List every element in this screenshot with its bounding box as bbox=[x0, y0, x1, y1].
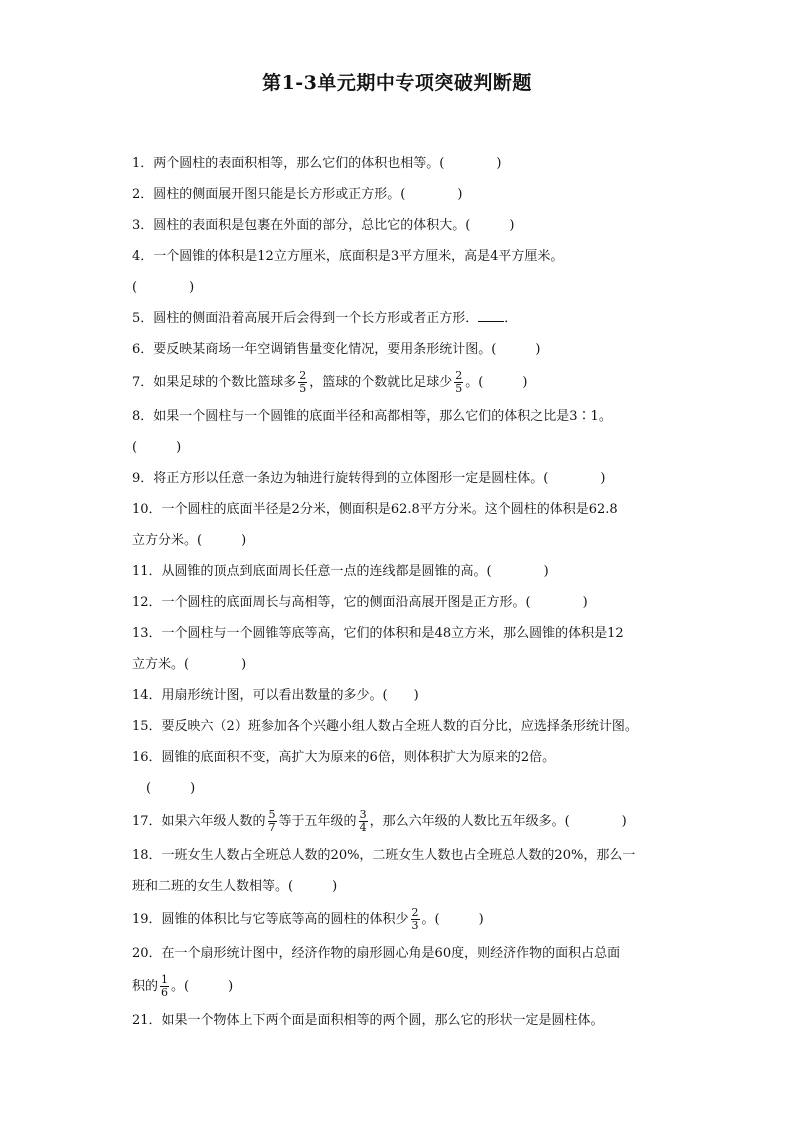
question-15: 15．要反映六（2）班参加各个兴趣小组人数占全班人数的百分比，应选择条形统计图。 bbox=[132, 719, 638, 734]
question-14: 14．用扇形统计图，可以看出数量的多少。( ) bbox=[132, 688, 419, 703]
question-17 bbox=[132, 804, 664, 840]
question-3: 3．圆柱的表面积是包裹在外面的部分，总比它的体积大。( ) bbox=[132, 218, 515, 233]
question-21: 21．如果一个物体上下两个面是面积相等的两个圆，那么它的形状一定是圆柱体。 bbox=[132, 1013, 604, 1028]
question-5-text: 5．圆柱的侧面沿着高展开后会得到一个长方形或者正方形． bbox=[132, 311, 479, 326]
fraction-numerator: 2 bbox=[455, 369, 463, 382]
answer-blank bbox=[478, 311, 504, 322]
question-4: 4．一个圆锥的体积是12立方厘米，底面积是3平方厘米，高是4平方厘米。 bbox=[132, 249, 564, 264]
fraction-numerator: 1 bbox=[161, 973, 169, 986]
question-13-cont: 立方米。( ) bbox=[132, 657, 247, 672]
question-5-end: ． bbox=[504, 311, 518, 326]
fraction-denominator: 5 bbox=[299, 382, 307, 395]
question-18-cont: 班和二班的女生人数相等。( ) bbox=[132, 879, 338, 894]
fraction bbox=[268, 809, 277, 834]
question-7-text-c: 。( ) bbox=[465, 375, 528, 390]
question-16-answer: ( ) bbox=[146, 781, 196, 796]
page-title: 第1-3单元期中专项突破判断题 bbox=[262, 72, 532, 94]
fraction-numerator: 5 bbox=[268, 808, 276, 821]
question-17-text-a: 17．如果六年级人数的 bbox=[132, 814, 266, 829]
question-19-text-b: 。( ) bbox=[421, 912, 484, 927]
fraction bbox=[411, 907, 420, 932]
question-20-text-b: 积的 bbox=[132, 979, 159, 994]
question-10: 10．一个圆柱的底面半径是2分米，侧面积是62.8平方分米。这个圆柱的体积是62.8 bbox=[132, 502, 618, 517]
question-18: 18．一班女生人数占全班总人数的20%，二班女生人数也占全班总人数的20%，那么一 bbox=[132, 848, 636, 863]
fraction bbox=[160, 974, 169, 999]
question-16: 16．圆锥的底面积不变，高扩大为原来的6倍，则体积扩大为原来的2倍。 bbox=[132, 750, 556, 765]
question-19-text-a: 19．圆锥的体积比与它等底等高的圆柱的体积少 bbox=[132, 912, 409, 927]
question-20-text-c: 。( ) bbox=[171, 979, 234, 994]
question-13: 13．一个圆柱与一个圆锥等底等高，它们的体积和是48立方米，那么圆锥的体积是12 bbox=[132, 626, 624, 641]
fraction-denominator: 3 bbox=[411, 919, 419, 932]
question-17-text-b: 等于五年级的 bbox=[278, 814, 357, 829]
question-20: 20．在一个扇形统计图中，经济作物的扇形圆心角是60度，则经济作物的面积占总面 bbox=[132, 946, 621, 961]
question-7 bbox=[132, 365, 664, 401]
question-8-answer: ( ) bbox=[132, 440, 182, 455]
question-20-cont bbox=[132, 969, 664, 1005]
fraction-denominator: 5 bbox=[455, 382, 463, 395]
question-7-text-a: 7．如果足球的个数比篮球多 bbox=[132, 375, 297, 390]
fraction-numerator: 3 bbox=[359, 808, 367, 821]
fraction-numerator: 2 bbox=[299, 369, 307, 382]
fraction bbox=[454, 370, 463, 395]
fraction bbox=[298, 370, 307, 395]
question-6: 6．要反映某商场一年空调销售量变化情况，要用条形统计图。( ) bbox=[132, 342, 541, 357]
question-19 bbox=[132, 902, 664, 938]
question-8: 8．如果一个圆柱与一个圆锥的底面半径和高都相等，那么它们的体积之比是3∶1。 bbox=[132, 409, 612, 424]
fraction-denominator: 4 bbox=[359, 821, 367, 834]
question-7-text-b: ，篮球的个数就比足球少 bbox=[309, 375, 453, 390]
question-10-cont: 立方分米。( ) bbox=[132, 533, 247, 548]
question-9: 9．将正方形以任意一条边为轴进行旋转得到的立体图形一定是圆柱体。( ) bbox=[132, 471, 606, 486]
fraction-numerator: 2 bbox=[411, 906, 419, 919]
question-list bbox=[132, 148, 664, 1036]
question-17-text-c: ，那么六年级的人数比五年级多。( ) bbox=[369, 814, 627, 829]
question-2: 2．圆柱的侧面展开图只能是长方形或正方形。( ) bbox=[132, 187, 463, 202]
question-12: 12．一个圆柱的底面周长与高相等，它的侧面沿高展开图是正方形。( ) bbox=[132, 595, 588, 610]
fraction-denominator: 6 bbox=[161, 986, 169, 999]
question-5 bbox=[132, 303, 664, 334]
question-4-answer: ( ) bbox=[132, 280, 195, 295]
question-11: 11．从圆锥的顶点到底面周长任意一点的连线都是圆锥的高。( ) bbox=[132, 564, 549, 579]
fraction bbox=[359, 809, 368, 834]
fraction-denominator: 7 bbox=[268, 821, 276, 834]
question-1: 1．两个圆柱的表面积相等，那么它们的体积也相等。( ) bbox=[132, 156, 502, 171]
